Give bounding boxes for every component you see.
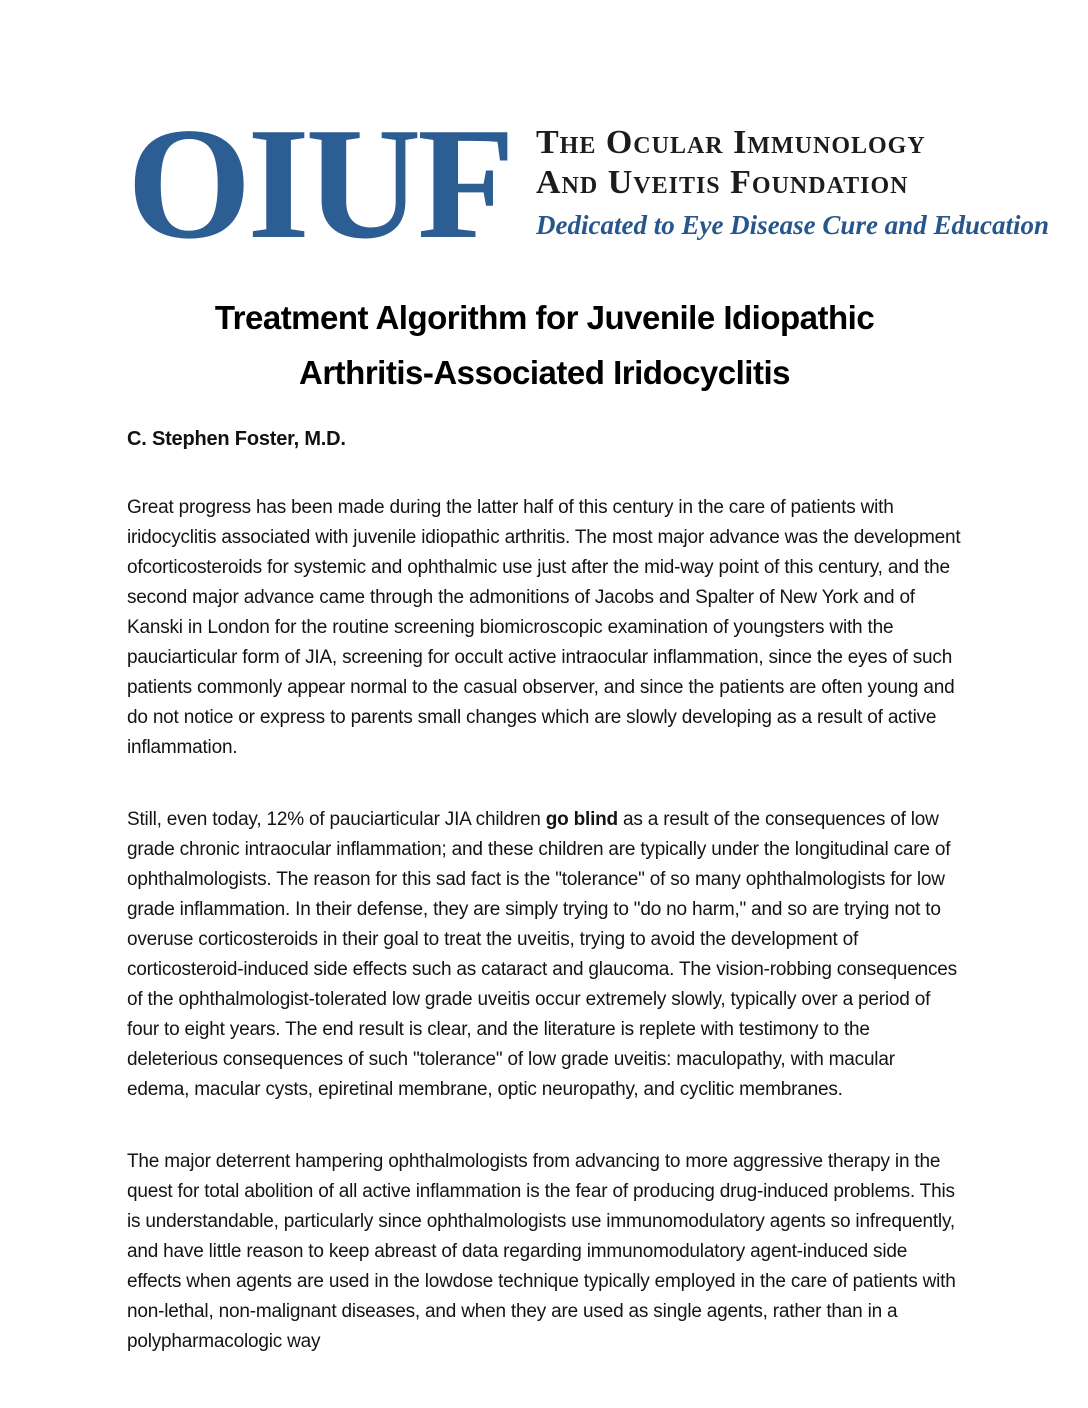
page-title-line-2: Arthritis-Associated Iridocyclitis [299, 354, 790, 391]
paragraph-2-text-start: Still, even today, 12% of pauciarticular JIA children [127, 809, 546, 830]
page-title-line-1: Treatment Algorithm for Juvenile Idiopathic [214, 299, 875, 336]
org-name-line1: The Ocular Immunology [536, 124, 926, 161]
org-name-line2: And Uveitis Foundation [536, 164, 909, 201]
paragraph-2 [127, 805, 962, 1105]
logo-tagline: Dedicated to Eye Disease Cure and Education [536, 210, 1049, 240]
paragraph-2-text-continued: as a result of the consequences of low grade chronic intraocular inflammation; and these children are typically under the longitudinal care of ophthalmologists. The reason for this sad fact is the "tolerance" of so many ophthalmologists for low grade inflammation. In their defense, they are simply trying to "do no harm," and so are trying not to overuse corticosteroids in their goal to treat the uveitis, trying to avoid the development of corticosteroid-induced side effects such as cataract and glaucoma. The vision-robbing consequences of the ophthalmologist-tolerated low grade uveitis occur extremely slowly, typically over a period of four to eight years. The end result is clear, and the literature is replete with testimony to the deleterious consequences of such "tolerance" of low grade uveitis: maculopathy, with macular edema, macular cysts, epiretinal membrane, optic neuropathy, and cyclitic membranes. [127, 809, 957, 1100]
logo-text-block [536, 122, 1049, 246]
author-byline: C. Stephen Foster, M.D. [127, 428, 346, 450]
oiuf-logo [127, 94, 1049, 272]
paragraph-1: Great progress has been made during the latter half of this century in the care of patients with iridocyclitis associated with juvenile idiopathic arthritis. The most major advance was the development ofcorticosteroids for systemic and ophthalmic use just after the mid-way point of this century, and the second major advance came through the admonitions of Jacobs and Spalter of New York and of Kanski in London for the routine screening biomicroscopic examination of youngsters with the pauciarticular form of JIA, screening for occult active intraocular inflammation, since the eyes of such patients commonly appear normal to the casual observer, and since the patients are often young and do not notice or express to parents small changes which are slowly developing as a result of active inflammation. [127, 497, 961, 758]
paragraph-2-bold-phrase: go blind [545, 809, 618, 830]
oiuf-logo-wordmark: OIUF [127, 94, 511, 272]
paragraph-3: The major deterrent hampering ophthalmologists from advancing to more aggressive therapy in the quest for total abolition of all active inflammation is the fear of producing drug-induced problems. This is understandable, particularly since ophthalmologists use immunomodulatory agents so infrequently, and have little reason to keep abreast of data regarding immunomodulatory agent-induced side effects when agents are used in the lowdose technique typically employed in the care of patients with non-lethal, non-malignant diseases, and when they are used as single agents, rather than in a polypharmacologic way [127, 1151, 956, 1352]
page-title [127, 290, 962, 400]
